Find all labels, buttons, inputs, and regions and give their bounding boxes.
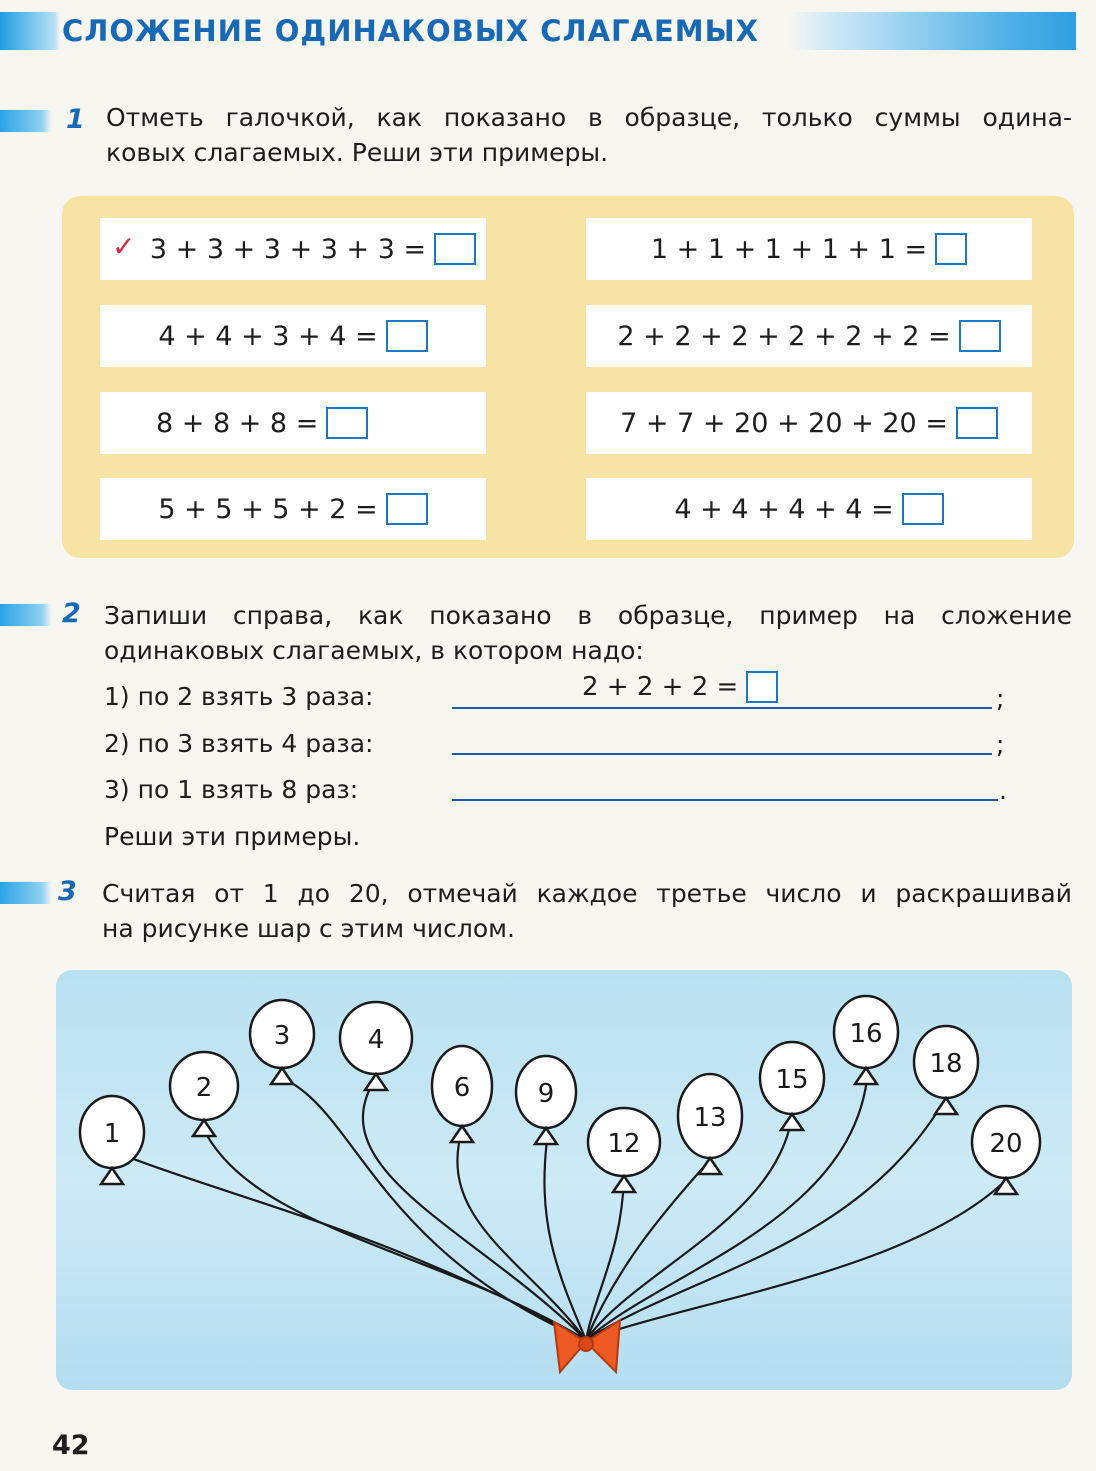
check-mark-icon: ✓ — [112, 230, 136, 263]
answer-box[interactable] — [386, 493, 428, 525]
task-1-instructions — [106, 100, 1072, 170]
bow-icon — [554, 1320, 620, 1372]
task-1-line-2: ковых слагаемых. Реши эти примеры. — [106, 138, 609, 167]
answer-box[interactable] — [902, 493, 944, 525]
equation-text: 1 + 1 + 1 + 1 + 1 = — [650, 233, 928, 265]
task-2-instructions — [104, 598, 1072, 668]
balloon-label: 18 — [929, 1049, 963, 1079]
balloon-label: 20 — [989, 1129, 1023, 1159]
balloon-label: 12 — [607, 1129, 641, 1159]
balloons-picture — [56, 970, 1072, 1390]
balloon-2[interactable] — [170, 1052, 238, 1136]
balloon-label: 4 — [367, 1025, 385, 1055]
sample-text: 2 + 2 + 2 = — [582, 672, 739, 702]
task-2-row-3-end: . — [999, 776, 1007, 805]
balloons-panel — [56, 970, 1072, 1390]
balloon-9[interactable] — [516, 1056, 576, 1144]
balloon-1[interactable] — [80, 1096, 144, 1184]
task-1-line-1: Отметь галочкой, как показано в образце, только суммы одина- — [106, 103, 1072, 132]
task-3-instructions — [102, 876, 1072, 946]
task-3-marker — [0, 882, 52, 904]
task-2-line-1: Запиши справа, как показано в образце, пример на сложение — [104, 601, 1072, 630]
equation-text: 2 + 2 + 2 + 2 + 2 + 2 = — [617, 320, 951, 352]
balloon-13[interactable] — [678, 1074, 742, 1174]
task-2-marker — [0, 604, 52, 626]
balloon-12[interactable] — [588, 1108, 660, 1192]
equation-card-8[interactable] — [586, 478, 1032, 540]
task-2-footer: Реши эти примеры. — [104, 822, 361, 851]
answer-box[interactable] — [434, 233, 476, 265]
answer-box[interactable] — [935, 233, 967, 265]
balloon-20[interactable] — [972, 1106, 1040, 1194]
balloon-4[interactable] — [340, 1002, 412, 1090]
task-2-row-2-end: ; — [996, 730, 1005, 759]
equation-text: 8 + 8 + 8 = — [156, 407, 319, 439]
task-2-row-1-answer-line[interactable] — [452, 707, 992, 709]
equation-text: 4 + 4 + 4 + 4 = — [674, 493, 894, 525]
equation-text: 3 + 3 + 3 + 3 + 3 = — [149, 233, 427, 265]
balloon-label: 9 — [537, 1079, 555, 1109]
task-2-row-3-answer-line[interactable] — [452, 799, 998, 801]
task-2-row-3-label: 3) по 1 взять 8 раз: — [104, 775, 359, 804]
task-2-row-1-end: ; — [996, 684, 1005, 713]
task-3-line-1: Считая от 1 до 20, отмечай каждое третье число и раскрашивай — [102, 879, 1072, 908]
balloon-6[interactable] — [432, 1046, 492, 1142]
equation-card-5[interactable] — [100, 392, 486, 454]
task-2-row-2-answer-line[interactable] — [452, 753, 992, 755]
answer-box[interactable] — [959, 320, 1001, 352]
task-2-row-2-label: 2) по 3 взять 4 раза: — [104, 729, 374, 758]
equation-card-4[interactable] — [586, 305, 1032, 367]
equation-card-1[interactable] — [100, 218, 486, 280]
task-2-number: 2 — [62, 598, 81, 629]
answer-box[interactable] — [386, 320, 428, 352]
page-title: СЛОЖЕНИЕ ОДИНАКОВЫХ СЛАГАЕМЫХ — [62, 14, 760, 48]
answer-box[interactable] — [956, 407, 998, 439]
balloon-label: 13 — [693, 1103, 727, 1133]
answer-box[interactable] — [326, 407, 368, 439]
balloon-label: 1 — [103, 1119, 121, 1149]
task-2-row-1-label: 1) по 2 взять 3 раза: — [104, 682, 374, 711]
equation-card-3[interactable] — [100, 305, 486, 367]
equation-card-7[interactable] — [100, 478, 486, 540]
equation-card-6[interactable] — [586, 392, 1032, 454]
balloon-label: 3 — [273, 1021, 291, 1051]
task-3-line-2: на рисунке шар с этим числом. — [102, 914, 515, 943]
equation-text: 5 + 5 + 5 + 2 = — [158, 493, 378, 525]
equation-text: 7 + 7 + 20 + 20 + 20 = — [620, 407, 948, 439]
balloon-15[interactable] — [760, 1042, 824, 1130]
balloon-label: 6 — [453, 1073, 471, 1103]
balloon-label: 2 — [195, 1073, 213, 1103]
balloon-label: 15 — [775, 1065, 809, 1095]
balloon-18[interactable] — [914, 1026, 978, 1114]
equation-text: 4 + 4 + 3 + 4 = — [158, 320, 378, 352]
balloon-16[interactable] — [834, 996, 898, 1084]
task-2-line-2: одинаковых слагаемых, в котором надо: — [104, 636, 644, 665]
page-number: 42 — [52, 1430, 90, 1461]
balloon-label: 16 — [849, 1019, 883, 1049]
task-1-marker — [0, 110, 52, 132]
task-2-sample — [582, 671, 778, 703]
task-3-number: 3 — [58, 876, 77, 907]
sample-answer-box[interactable] — [746, 671, 778, 703]
equation-card-2[interactable] — [586, 218, 1032, 280]
balloon-3[interactable] — [250, 1000, 314, 1084]
task-1-number: 1 — [66, 104, 85, 135]
